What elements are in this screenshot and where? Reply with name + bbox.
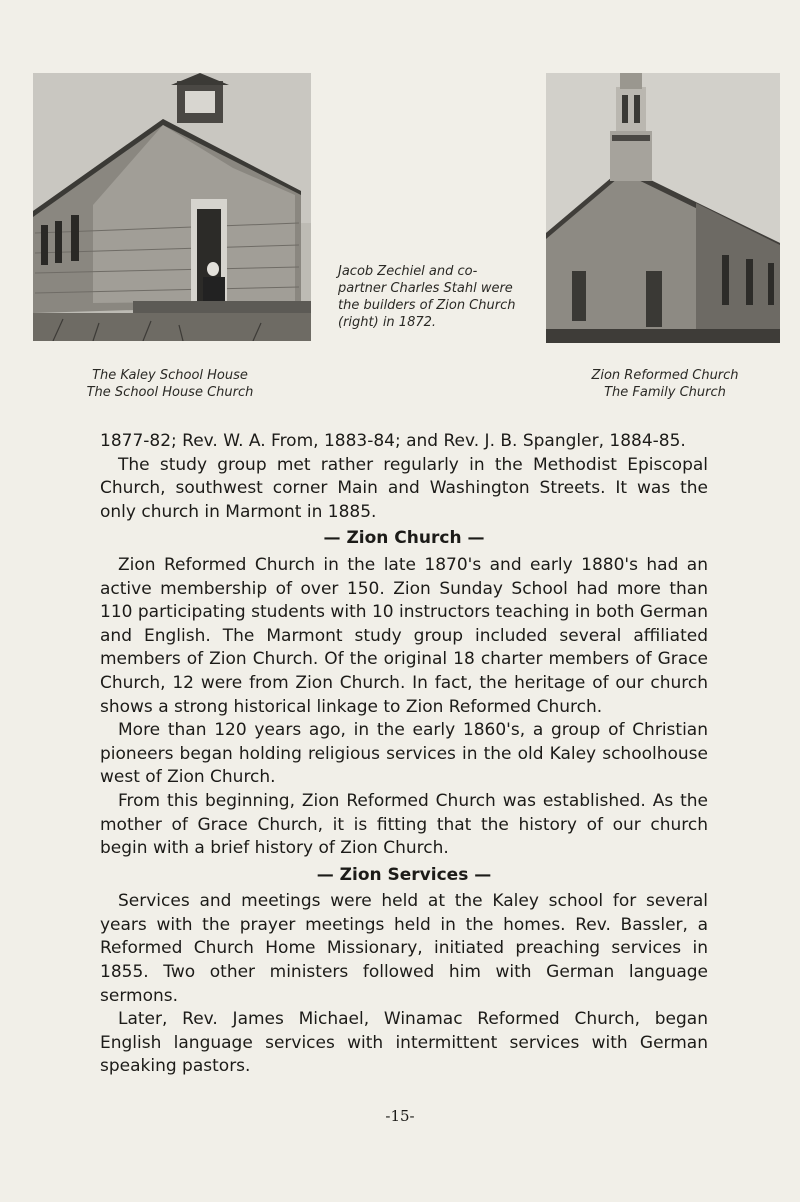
caption-line: partner Charles Stahl were <box>338 281 513 296</box>
caption-line: The School House Church <box>86 385 254 400</box>
section-heading-zion-church: — Zion Church — <box>323 528 485 549</box>
caption-zion-church <box>560 367 770 401</box>
paragraph: The study group met rather regularly in the Methodist Episcopal Church, southwest corner Main and Washington Streets. It was the only church in Marmont in 1885. <box>100 454 708 522</box>
paragraph: Services and meetings were held at the Kaley school for several years with the prayer meetings held in the homes. Rev. Bassler, a Reformed Church Home Missionary, initiated preaching services in 1855. Two other ministers followed him with German language sermons. <box>100 891 708 1006</box>
paragraph: From this beginning, Zion Reformed Church was established. As the mother of Grace Church, it is fitting that the history of our church begin with a brief history of Zion Church. <box>100 790 708 859</box>
paragraph: Later, Rev. James Michael, Winamac Reformed Church, began English language services with intermittent services with German speaking pastors. <box>100 1009 708 1077</box>
page-number: -15- <box>385 1107 415 1125</box>
caption-line: (right) in 1872. <box>338 315 437 330</box>
photo-caption-builders <box>338 263 523 331</box>
caption-line: The Family Church <box>604 385 726 400</box>
section-heading-zion-services: — Zion Services — <box>316 864 492 885</box>
paragraph: More than 120 years ago, in the early 1860's, a group of Christian pioneers began holding religious services in the old Kaley schoolhouse west of Zion Church. <box>100 720 708 788</box>
article-body <box>100 430 708 1079</box>
paragraph: 1877-82; Rev. W. A. From, 1883-84; and Rev. J. B. Spangler, 1884-85. <box>100 431 686 451</box>
kaley-school-house-photo <box>33 73 311 341</box>
caption-line: The Kaley School House <box>92 368 248 383</box>
caption-kaley-school <box>60 367 280 401</box>
caption-line: the builders of Zion Church <box>338 298 516 313</box>
caption-line: Jacob Zechiel and co- <box>338 264 478 279</box>
zion-reformed-church-photo <box>546 73 780 343</box>
caption-line: Zion Reformed Church <box>591 368 739 383</box>
paragraph: Zion Reformed Church in the late 1870's and early 1880's had an active membership of over 150. Zion Sunday School had more than 110 participating students with 10 instructors teaching in both German and English. The Marmont study group included several affiliated members of Zion Church. Of the original 18 charter members of Grace Church, 12 were from Zion Church. In fact, the heritage of our church shows a strong historical linkage to Zion Reformed Church. <box>100 554 708 717</box>
